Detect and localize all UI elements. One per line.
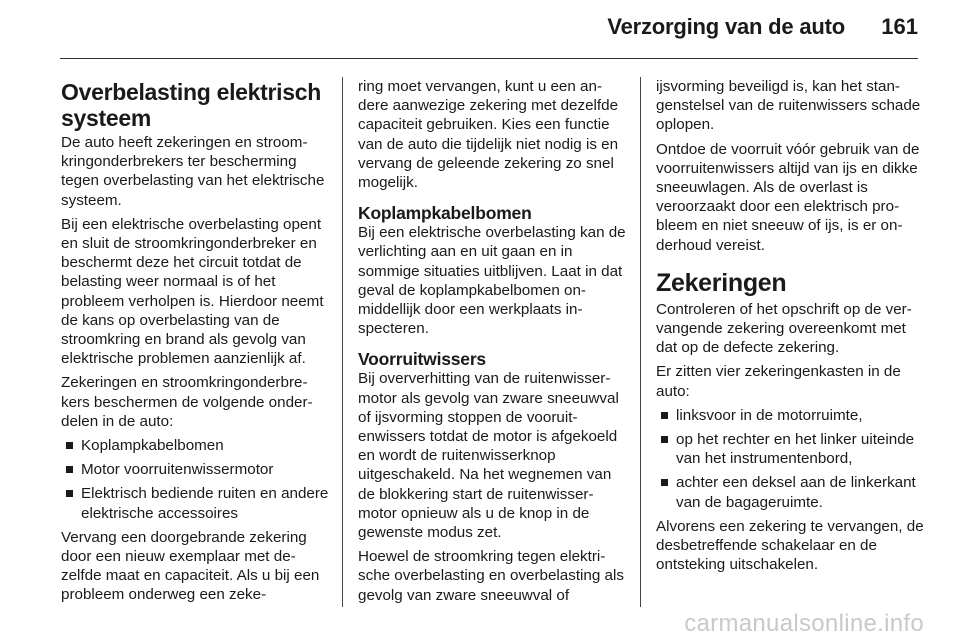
header-title: Verzorging van de auto xyxy=(607,14,845,39)
bullet-square-icon xyxy=(66,442,73,449)
paragraph: Hoewel de stroomkring tegen elektrische overbelasting en overbelasting als gevolg van zware sneeuwval of xyxy=(358,548,624,604)
paragraph: Ontdoe de voorruit vóór gebruik van de voorruitenwissers altijd van ijs en dikke sneeuwlagen. Als de overlast is veroorzaakt door een elektrisch probleem en niet sneeuw of ijs, is er onderhoud vereist. xyxy=(656,140,920,254)
list-item-text: Motor voorruitenwissermotor xyxy=(81,461,274,479)
column-1 xyxy=(61,77,329,610)
bullet-list xyxy=(656,406,924,512)
column-2 xyxy=(358,77,626,610)
paragraph: Zekeringen en stroomkringonderbrekers beschermen de volgende onderdelen in de auto: xyxy=(61,374,313,430)
bullet-square-icon xyxy=(66,490,73,497)
subsection-heading: Koplampkabelbomen xyxy=(358,203,532,224)
paragraph: ijsvorming beveiligd is, kan het stangenstelsel van de ruitenwissers schade oplopen. xyxy=(656,78,921,134)
bullet-list xyxy=(61,436,329,523)
paragraph: Alvorens een zekering te vervangen, de desbetreffende schakelaar en de ontsteking uitschakelen. xyxy=(656,517,924,574)
list-item xyxy=(61,484,329,522)
bullet-square-icon xyxy=(661,412,668,419)
paragraph: Controleren of het opschrift op de vervangende zekering overeenkomt met dat op de defecte zekering. xyxy=(656,300,912,357)
section-heading: Overbelasting elektrisch systeem xyxy=(61,79,321,131)
list-item xyxy=(656,406,924,425)
page-number: 161 xyxy=(881,14,918,39)
list-item-text: Elektrisch bediende ruiten en andere elektrische accessoires xyxy=(81,485,329,522)
paragraph: Er zitten vier zekeringenkasten in de auto: xyxy=(656,363,901,400)
list-item-text: Koplampkabelbomen xyxy=(81,437,224,455)
column-divider xyxy=(640,77,641,607)
watermark: carmanualsonline.info xyxy=(684,610,924,637)
page-header xyxy=(0,0,960,50)
list-item xyxy=(656,473,924,511)
paragraph: Bij oververhitting van de ruitenwissermotor als gevolg van zware sneeuwval of ijsvorming stoppen de vooruitenwissers totdat de motor is afgekoeld en wordt de ruitenwisserknop uitgeschakeld. Na het wegnemen van de blokkering start de ruitenwissermotor opnieuw als u de knop in de gewenste modus zet. xyxy=(358,370,619,542)
bullet-square-icon xyxy=(66,466,73,473)
list-item xyxy=(61,460,329,479)
paragraph: ring moet vervangen, kunt u een andere aanwezige zekering met dezelfde capaciteit gebruiken. Kies een functie van de auto die tijdelijk niet nodig is en vervang de geleende zekering zo snel mogelijk. xyxy=(358,78,619,192)
paragraph: De auto heeft zekeringen en stroomkringonderbrekers ter bescherming tegen overbelasting van het elektrische systeem. xyxy=(61,134,325,209)
list-item-text: op het rechter en het linker uiteinde van het instrumentenbord, xyxy=(676,431,915,468)
paragraph: Bij een elektrische overbelasting opent en sluit de stroomkringonderbreker en beschermt deze het circuit totdat de belasting weer normaal is of het probleem verholpen is. Hierdoor neemt de kans op overbelasting van de stroomkring en brand als gevolg van elektrische problemen aanzienlijk af. xyxy=(61,215,324,368)
paragraph: Bij een elektrische overbelasting kan de verlichting aan en uit gaan en in sommige situaties uitblijven. Laat in dat geval de koplampkabelbomen onmiddellijk door een werkplaats inspecteren. xyxy=(358,224,626,338)
paragraph: Vervang een doorgebrande zekering door een nieuw exemplaar met dezelfde maat en capaciteit. Als u bij een probleem onderweg een zeke- xyxy=(61,528,320,604)
subsection-heading: Voorruitwissers xyxy=(358,349,486,370)
list-item xyxy=(656,430,924,468)
list-item xyxy=(61,436,329,455)
list-item-text: linksvoor in de motorruimte, xyxy=(676,406,863,424)
section-heading: Zekeringen xyxy=(656,268,787,297)
column-3 xyxy=(656,77,924,579)
header-divider xyxy=(60,58,918,59)
bullet-square-icon xyxy=(661,436,668,443)
bullet-square-icon xyxy=(661,479,668,486)
list-item-text: achter een deksel aan de linkerkant van de bagageruimte. xyxy=(676,474,916,511)
column-divider xyxy=(342,77,343,607)
